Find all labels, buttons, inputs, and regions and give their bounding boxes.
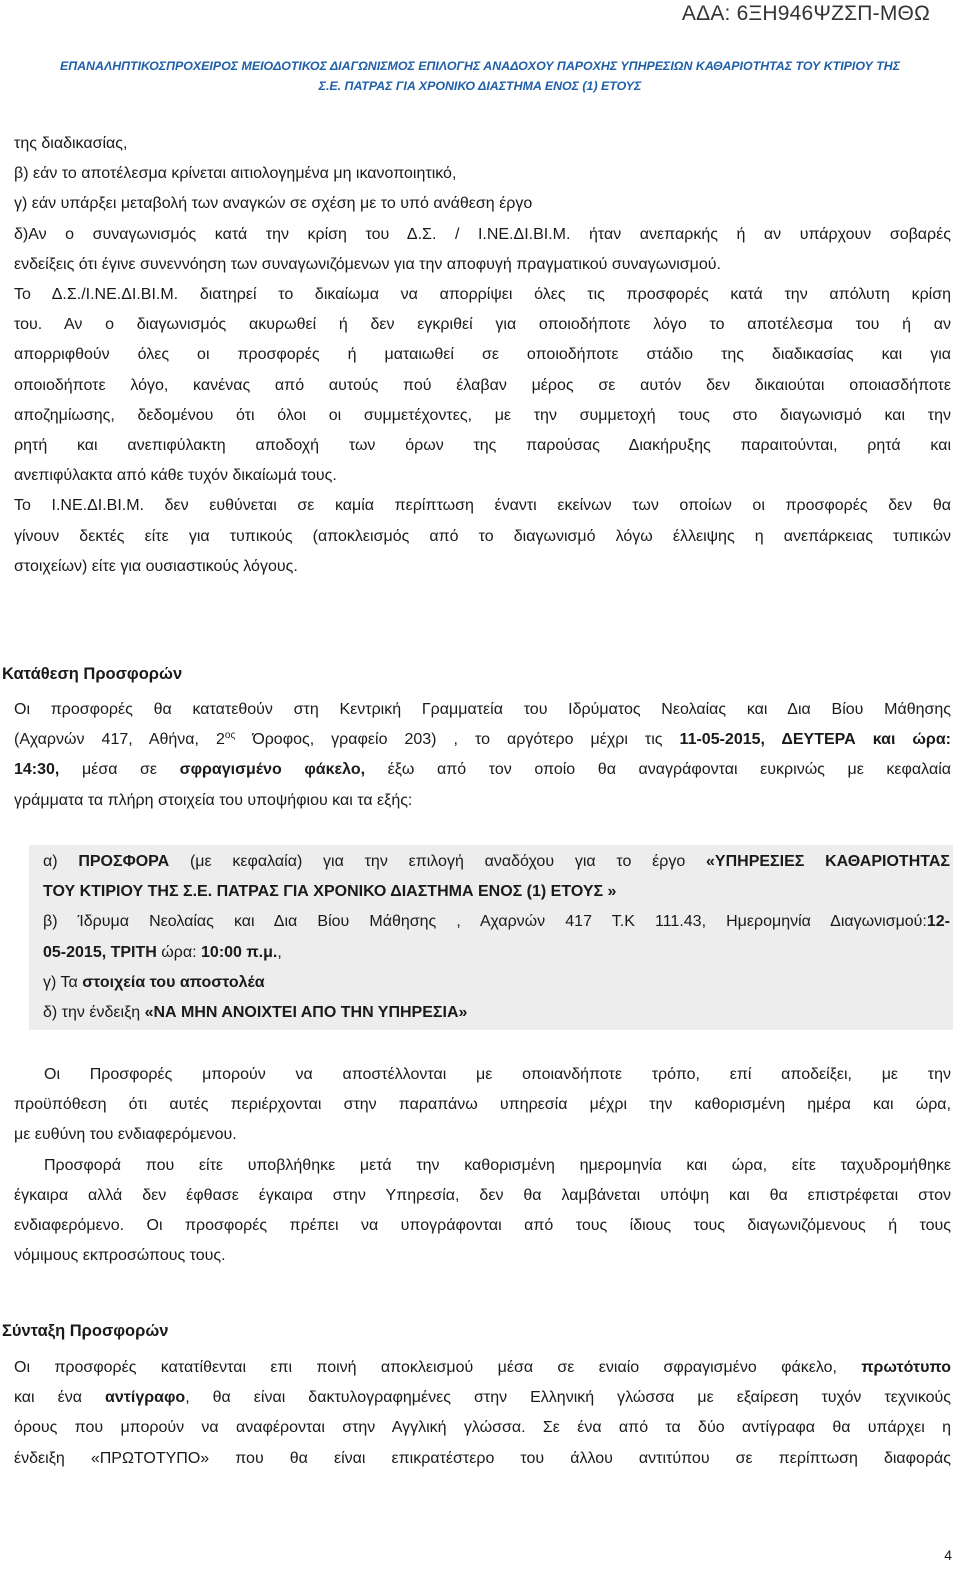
section-syntaxi <box>14 1353 951 1474</box>
text-run: μέσα σε <box>59 761 180 779</box>
section-delivery <box>14 1060 951 1271</box>
paragraph-line: δ)Αν ο συναγωνισμός κατά την κρίση του Δ.Σ. / Ι.ΝΕ.ΔΙ.ΒΙ.Μ. ήταν ανεπαρκής ή αν υπάρχουν σοβαρές <box>14 225 951 243</box>
text-bold: 10:00 π.μ. <box>201 943 278 961</box>
text-run: α) <box>43 853 79 870</box>
paragraph-line: στοιχείων) είτε για ουσιαστικούς λόγους. <box>14 557 298 575</box>
superscript: ος <box>224 730 236 742</box>
heading-katathesi: Κατάθεση Προσφορών <box>2 665 183 683</box>
paragraph-line: γίνουν δεκτές είτε για τυπικούς (αποκλεισμός από το διαγωνισμό λόγω έλλειψης η ανεπάρκειας τυπικών <box>14 527 951 545</box>
paragraph-line: όρους που μπορούν να αναφέρονται στην Αγγλική γλώσσα. Σε ένα από τα δύο αντίγραφα θα υπάρχει η <box>14 1419 951 1437</box>
text-run: (με κεφαλαία) για την επιλογή αναδόχου για το έργο <box>169 853 707 870</box>
paragraph-line: Το Ι.ΝΕ.ΔΙ.ΒΙ.Μ. δεν ευθύνεται σε καμία περίπτωση έναντι εκείνων των οποίων οι προσφορές δεν θα <box>14 497 951 515</box>
text-run: ώρα: <box>156 943 202 961</box>
paragraph-line: ενδείξεις ότι έγινε συνεννόηση των συναγωνιζόμενων για την αποφυγή πραγματικού συναγωνισμού. <box>14 255 721 273</box>
text-run: γ) Τα <box>43 973 83 991</box>
deadline-time: 14:30, <box>14 761 60 779</box>
page-number: 4 <box>944 1547 952 1563</box>
box-line <box>43 877 950 907</box>
paragraph-line: γ) εάν υπάρξει μεταβολή των αναγκών σε σχέση με το υπό ανάθεση έργο <box>14 195 533 213</box>
paragraph-line <box>14 725 951 755</box>
text-run: Οι προσφορές κατατίθενται επι ποινή αποκλεισμού μέσα σε ενιαίο σφραγισμένο φάκελο, <box>14 1359 862 1376</box>
box-line <box>43 968 950 998</box>
text-run: β) Ίδρυμα Νεολαίας και Δια Βίου Μάθησης , Αχαρνών 417 Τ.Κ 111.43, Ημερομηνία Διαγωνισμού: <box>43 913 927 931</box>
box-line <box>43 847 950 877</box>
paragraph-line: νόμιμους εκπροσώπους τους. <box>14 1247 226 1265</box>
text-run: και ένα <box>14 1389 106 1407</box>
header-line-1: ΕΠΑΝΑΛΗΠΤΙΚΟΣΠΡΟΧΕΙΡΟΣ ΜΕΙΟΔΟΤΙΚΟΣ ΔΙΑΓΩΝΙΣΜΟΣ ΕΠΙΛΟΓΗΣ ΑΝΑΔΟΧΟΥ ΠΑΡΟΧΗΣ ΥΠΗΡΕΣΙΩΝ ΚΑΘΑΡΙΟΤΗΤΑΣ ΤΟΥ ΚΤΙΡΙΟΥ ΤΗΣ <box>59 59 901 73</box>
paragraph-line <box>14 1383 951 1413</box>
paragraph-line: αποζημίωσης, δεδομένου ότι όλοι οι συμμετέχοντες, με την συμμετοχή τους στο διαγωνισμό και την <box>14 406 951 424</box>
paragraph-line: απορριφθούν όλες οι προσφορές ή ματαιωθεί σε οποιοδήποτε στάδιο της διαδικασίας και για <box>14 346 951 364</box>
paragraph-line: ενδιαφερόμενο. Οι προσφορές πρέπει να υπογράφονται από τους ίδιους τους διαγωνιζόμενους ή τους <box>14 1217 951 1235</box>
paragraph-line <box>14 1353 951 1383</box>
text-run: , θα είναι δακτυλογραφημένες στην Ελληνική γλώσσα με εξαίρεση τυχόν τεχνικούς <box>185 1389 951 1407</box>
paragraph-line: Οι Προσφορές μπορούν να αποστέλλονται με οποιανδήποτε τρόπο, επί αποδείξει, με την <box>44 1066 951 1083</box>
paragraph-line: έγκαιρα αλλά δεν έφθασε έγκαιρα στην Υπηρεσία, δεν θα λαμβάνεται υπόψη και θα επιστρέφεται στον <box>14 1186 951 1204</box>
text-run: έξω από τον οποίο θα αναγράφονται ευκρινώς με κεφαλαία <box>365 761 951 779</box>
box-line <box>43 907 950 937</box>
text-bold: 12- <box>926 913 950 931</box>
paragraph-line: β) εάν το αποτέλεσμα κρίνεται αιτιολογημένα μη ικανοποιητικό, <box>14 165 457 183</box>
text-bold: ΠΡΟΣΦΟΡΑ <box>78 853 170 870</box>
paragraph-line: Προσφορά που είτε υποβλήθηκε μετά την καθορισμένη ημερομηνία και ώρα, είτε ταχυδρομήθηκε <box>44 1156 951 1174</box>
paragraph-line <box>14 755 951 785</box>
paragraph-line: γράμματα τα πλήρη στοιχεία του υποψήφιου και τα εξής: <box>14 791 413 809</box>
paragraph-line: Οι προσφορές θα κατατεθούν στη Κεντρική Γραμματεία του Ιδρύματος Νεολαίας και Δια Βίου Μάθησης <box>14 701 951 718</box>
ada-code: ΑΔΑ: 6ΞΗ946ΨΖΣΠ-ΜΘΩ <box>681 2 930 25</box>
paragraph-line: οποιοδήποτε λόγο, κανένας από αυτούς πού έλαβαν μέρος σε αυτόν δεν δικαιούται οποιασδήποτε <box>14 376 951 394</box>
paragraph-line: με ευθύνη του ενδιαφερόμενου. <box>14 1126 237 1144</box>
box-line <box>43 998 950 1028</box>
text-run: (Αχαρνών 417, Αθήνα, 2 <box>14 731 225 749</box>
paragraph-line: Το Δ.Σ./Ι.ΝΕ.ΔΙ.ΒΙ.Μ. διατηρεί το δικαίωμα να απορρίψει όλες τις προσφορές κατά την απόλυτη κρίση <box>14 286 951 304</box>
text-run: δ) την ένδειξη <box>43 1004 145 1022</box>
paragraph-line: της διαδικασίας, <box>14 135 128 152</box>
text-run: Όροφος, γραφείο 203) , το αργότερο μέχρι τις <box>235 731 680 749</box>
document-header <box>0 56 960 96</box>
paragraph-line: ρητή και ανεπιφύλακτη αποδοχή των όρων της παρούσας Διακήρυξης παραιτούνται, ρητά και <box>14 437 951 455</box>
sealed-envelope-text: σφραγισμένο φάκελο, <box>179 761 366 779</box>
paragraph-line: του. Αν ο διαγωνισμός ακυρωθεί ή δεν εγκριθεί για οποιοδήποτε λόγο το αποτέλεσμα του ή αν <box>14 316 951 334</box>
envelope-info-content <box>43 847 950 1028</box>
box-line <box>43 938 950 968</box>
text-bold: «ΥΠΗΡΕΣΙΕΣ ΚΑΘΑΡΙΟΤΗΤΑΣ <box>706 853 950 870</box>
text-bold: «ΝΑ ΜΗΝ ΑΝΟΙΧΤΕΙ ΑΠΟ ΤΗΝ ΥΠΗΡΕΣΙΑ» <box>144 1004 468 1022</box>
text-bold: αντίγραφο <box>105 1389 186 1407</box>
header-line-2: Σ.Ε. ΠΑΤΡΑΣ ΓΙΑ ΧΡΟΝΙΚΟ ΔΙΑΣΤΗΜΑ ΕΝΟΣ (1) ΕΤΟΥΣ <box>318 79 642 93</box>
heading-syntaxi: Σύνταξη Προσφορών <box>2 1322 169 1340</box>
deadline-date: 11-05-2015, ΔΕΥΤΕΡΑ και ώρα: <box>679 731 951 749</box>
paragraph-line: ανεπιφύλακτα από κάθε τυχόν δικαίωμά τους. <box>14 467 337 485</box>
paragraph-line: προϋπόθεση ότι αυτές περιέρχονται στην παραπάνω υπηρεσία μέχρι την καθορισμένη ημέρα και ώρα, <box>14 1096 951 1114</box>
text-bold: στοιχεία του αποστολέα <box>82 973 265 991</box>
paragraph-line: ένδειξη «ΠΡΩΤΟΤΥΠΟ» που θα είναι επικρατέστερο του άλλου αντιτύπου σε περίπτωση διαφοράς <box>14 1449 951 1467</box>
text-bold: πρωτότυπο <box>861 1359 951 1376</box>
envelope-info-box <box>29 845 953 1030</box>
text-run: , <box>277 943 282 961</box>
text-bold: 05-2015, ΤΡΙΤΗ <box>43 943 157 961</box>
section-exclusion-conditions <box>14 129 951 582</box>
text-bold: ΤΟΥ ΚΤΙΡΙΟΥ ΤΗΣ Σ.Ε. ΠΑΤΡΑΣ ΓΙΑ ΧΡΟΝΙΚΟ ΔΙΑΣΤΗΜΑ ΕΝΟΣ (1) ΕΤΟΥΣ » <box>43 883 617 901</box>
section-katathesi <box>14 695 951 816</box>
